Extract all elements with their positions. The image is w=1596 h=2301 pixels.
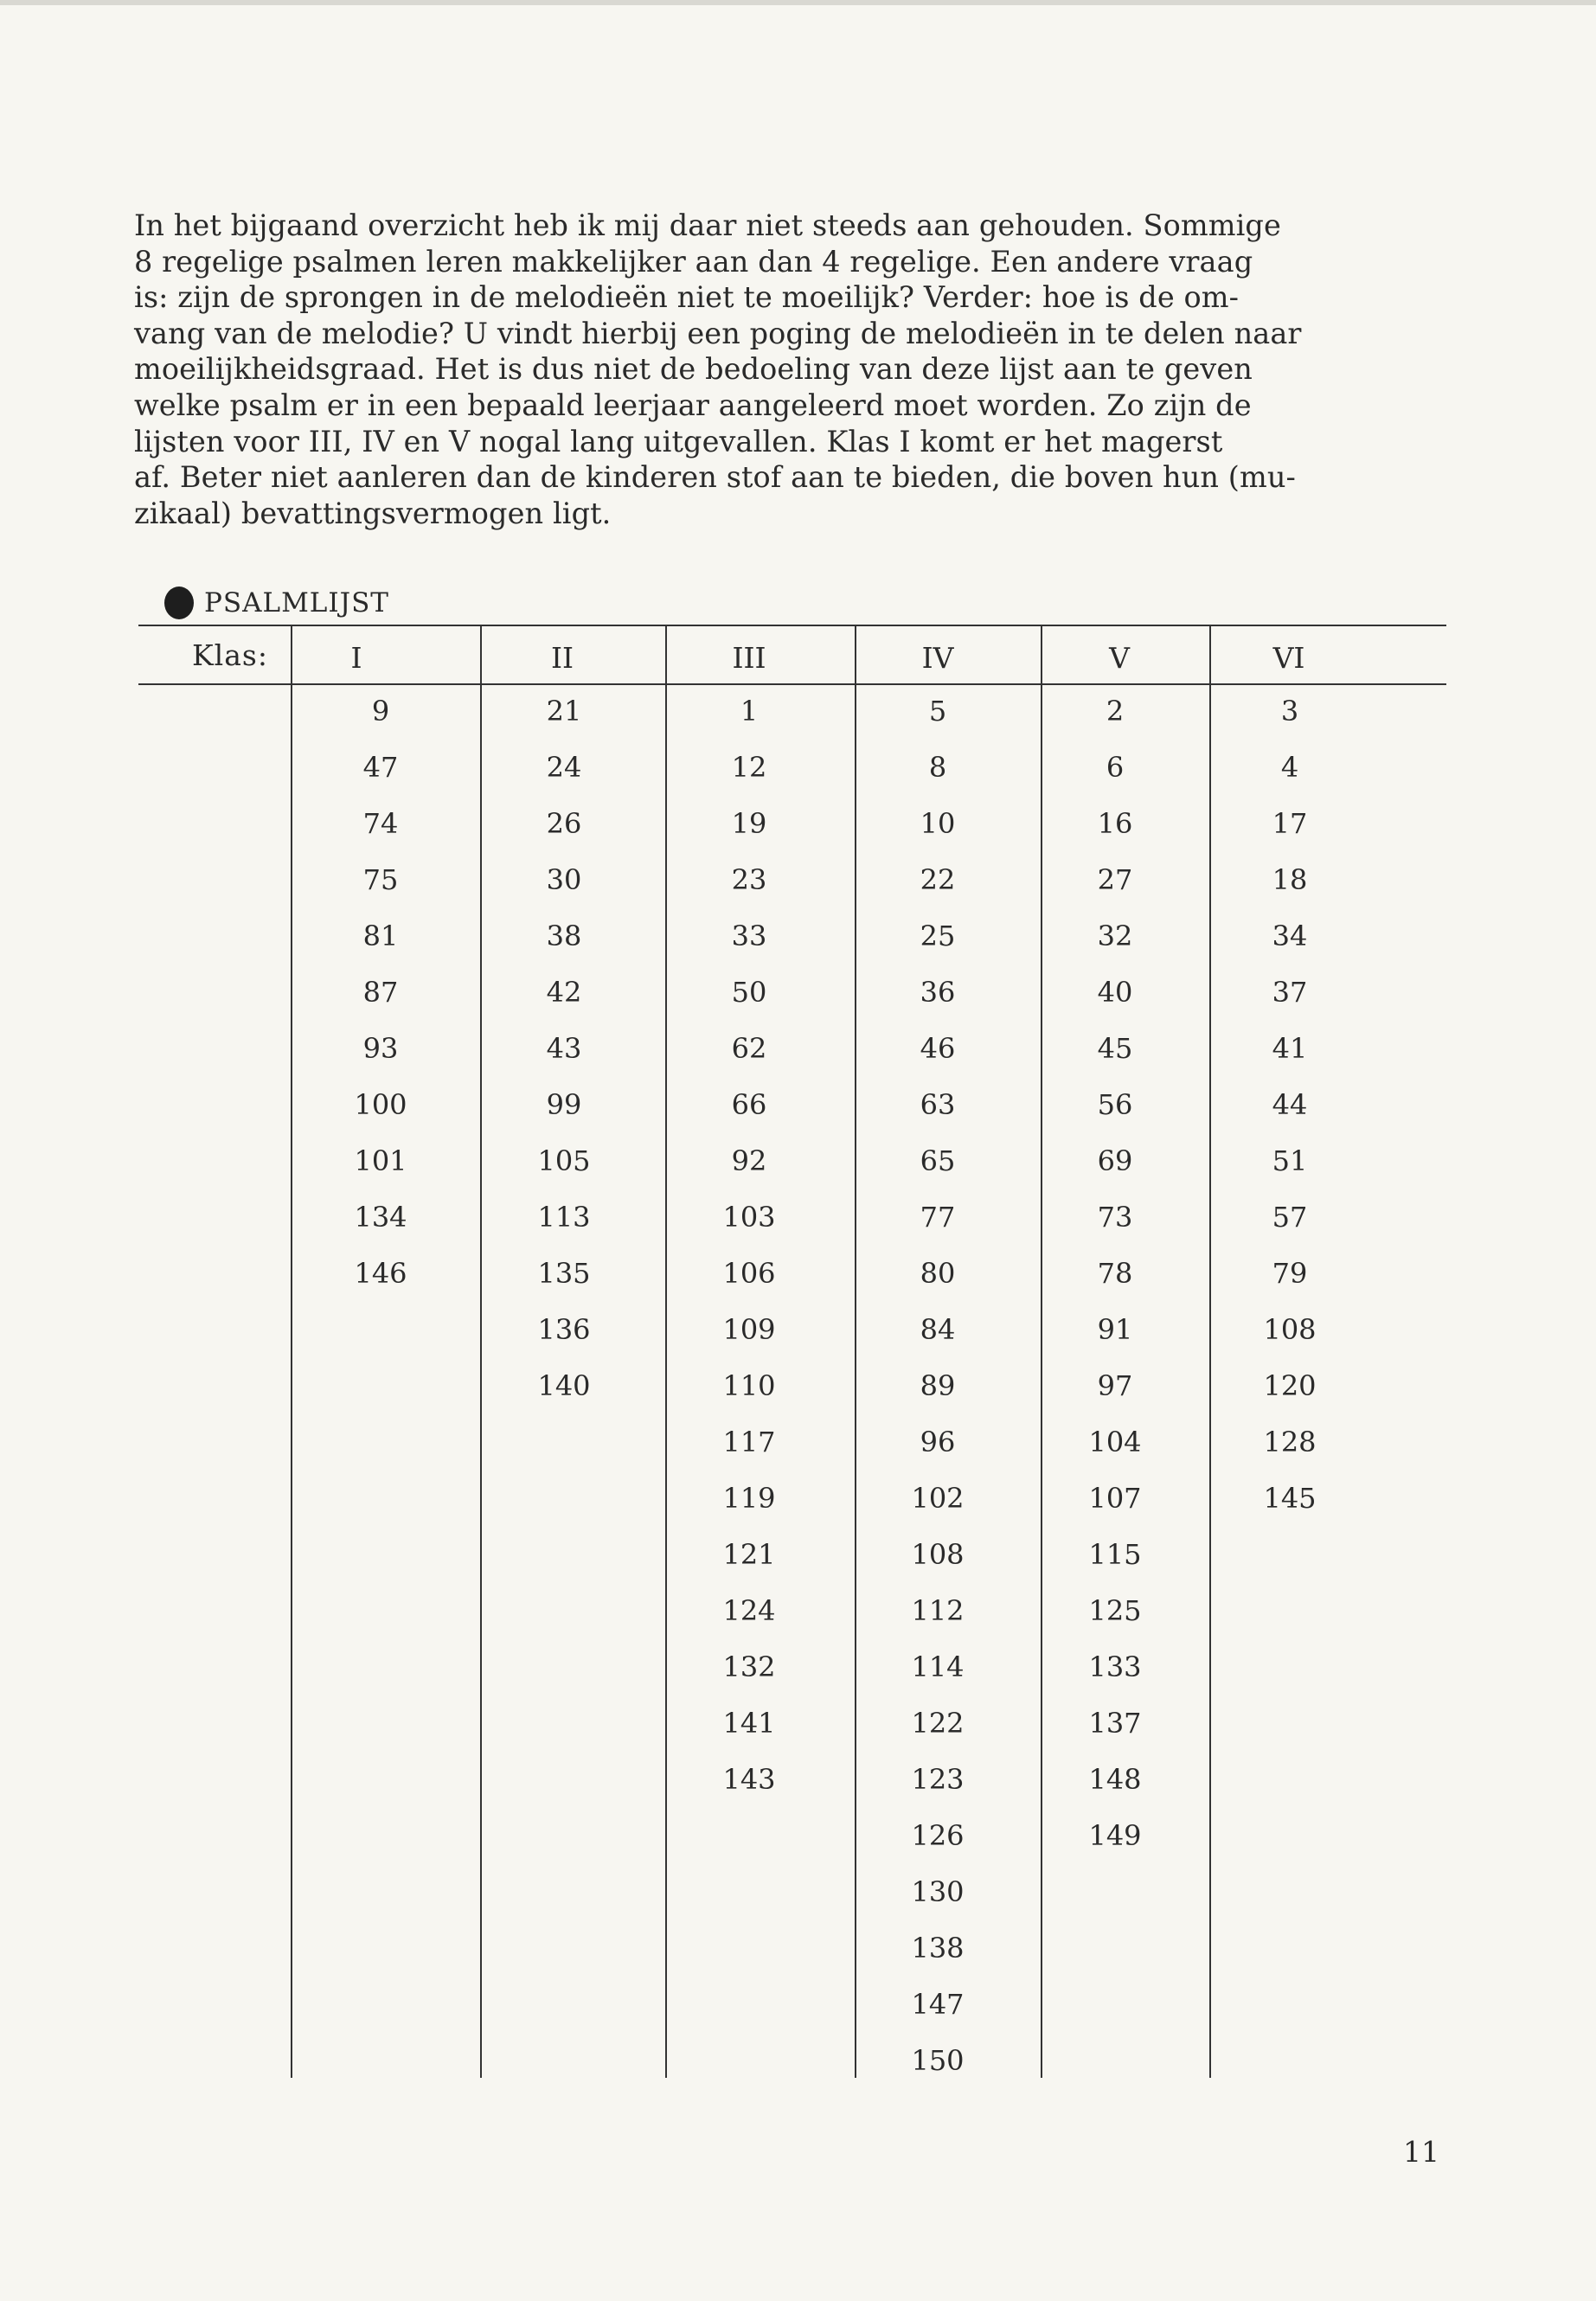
psalm-number: 89: [920, 1369, 956, 1402]
psalm-number: 33: [731, 920, 767, 952]
psalm-number: 136: [537, 1313, 591, 1346]
psalm-number: 74: [362, 807, 399, 840]
column-divider: [1209, 625, 1211, 2078]
psalm-number: 80: [920, 1257, 956, 1290]
psalm-number: 18: [1272, 863, 1308, 896]
column-header-iv: IV: [921, 641, 954, 675]
psalm-number: 132: [722, 1650, 776, 1683]
psalm-number: 103: [722, 1201, 776, 1234]
psalm-number: 145: [1263, 1482, 1317, 1515]
psalm-number: 36: [920, 976, 956, 1009]
psalm-number: 115: [1088, 1538, 1142, 1571]
psalm-number: 51: [1272, 1144, 1308, 1177]
psalm-number: 41: [1272, 1032, 1308, 1065]
psalm-number: 102: [911, 1482, 965, 1515]
psalm-number: 57: [1272, 1201, 1308, 1234]
column-header-ii: II: [550, 641, 574, 675]
psalm-number: 73: [1097, 1201, 1133, 1234]
psalm-number: 113: [537, 1201, 591, 1234]
psalm-number: 100: [354, 1088, 407, 1121]
psalm-number: 26: [546, 807, 582, 840]
intro-line: zikaal) bevattingsvermogen ligt.: [134, 496, 612, 530]
psalm-number: 117: [722, 1426, 776, 1458]
psalm-number: 5: [928, 695, 947, 727]
psalm-number: 101: [354, 1144, 407, 1177]
bullet-icon: [164, 586, 194, 619]
psalm-number: 47: [362, 751, 399, 784]
psalm-number: 84: [920, 1313, 956, 1346]
psalm-number: 126: [911, 1819, 965, 1852]
psalm-number: 105: [537, 1144, 591, 1177]
psalm-number: 44: [1272, 1088, 1308, 1121]
intro-paragraph: [134, 208, 1458, 531]
psalm-number: 6: [1106, 751, 1125, 784]
psalm-number: 25: [920, 920, 956, 952]
intro-line: moeilijkheidsgraad. Het is dus niet de bedoeling van deze lijst aan te geven: [134, 352, 1253, 387]
psalm-number: 93: [362, 1032, 399, 1065]
psalm-number: 96: [920, 1426, 956, 1458]
psalm-number: 143: [722, 1763, 776, 1796]
psalm-number: 149: [1088, 1819, 1142, 1852]
column-vi-values: [1238, 694, 1342, 1537]
psalm-number: 17: [1272, 807, 1308, 840]
psalm-number: 27: [1097, 863, 1133, 896]
psalm-number: 32: [1097, 920, 1133, 952]
page-number: 11: [1403, 2135, 1439, 2169]
section-title: [164, 581, 389, 625]
psalm-number: 66: [731, 1088, 767, 1121]
intro-line: welke psalm er in een bepaald leerjaar aangeleerd moet worden. Zo zijn de: [134, 388, 1252, 422]
psalm-number: 9: [371, 695, 390, 727]
intro-line: In het bijgaand overzicht heb ik mij daar niet steeds aan gehouden. Sommige: [134, 208, 1281, 242]
column-header-iii: III: [732, 641, 766, 675]
column-header-vi: VI: [1272, 641, 1305, 675]
psalm-number: 146: [354, 1257, 407, 1290]
psalm-number: 22: [920, 863, 956, 896]
psalm-number: 8: [928, 751, 947, 784]
psalm-number: 108: [911, 1538, 965, 1571]
psalm-number: 10: [920, 807, 956, 840]
psalm-number: 99: [546, 1088, 582, 1121]
psalm-number: 106: [722, 1257, 776, 1290]
psalm-number: 147: [911, 1988, 965, 2021]
column-divider: [291, 625, 292, 2078]
psalm-number: 120: [1263, 1369, 1317, 1402]
column-v-values: [1063, 694, 1167, 1875]
psalm-number: 128: [1263, 1426, 1317, 1458]
psalm-number: 91: [1097, 1313, 1133, 1346]
psalm-number: 125: [1088, 1594, 1142, 1627]
psalm-number: 141: [722, 1707, 776, 1740]
psalm-number: 122: [911, 1707, 965, 1740]
psalm-number: 124: [722, 1594, 776, 1627]
column-iii-values: [697, 694, 801, 1818]
psalm-number: 77: [920, 1201, 956, 1234]
psalm-number: 1: [740, 695, 759, 727]
column-divider: [665, 625, 667, 2078]
psalm-number: 150: [911, 2044, 965, 2077]
column-divider: [855, 625, 856, 2078]
psalm-number: 38: [546, 920, 582, 952]
psalm-number: 107: [1088, 1482, 1142, 1515]
psalm-number: 87: [362, 976, 399, 1009]
psalm-number: 24: [546, 751, 582, 784]
psalm-number: 123: [911, 1763, 965, 1796]
psalm-number: 65: [920, 1144, 956, 1177]
psalm-number: 78: [1097, 1257, 1133, 1290]
psalm-number: 133: [1088, 1650, 1142, 1683]
intro-line: is: zijn de sprongen in de melodieën niet te moeilijk? Verder: hoe is de om-: [134, 280, 1240, 315]
psalm-number: 30: [546, 863, 582, 896]
psalm-number: 148: [1088, 1763, 1142, 1796]
column-header-i: I: [350, 641, 362, 675]
intro-line: 8 regelige psalmen leren makkelijker aan dan 4 regelige. Een andere vraag: [134, 244, 1253, 279]
psalm-number: 109: [722, 1313, 776, 1346]
klas-label: Klas:: [192, 638, 268, 672]
psalm-number: 12: [731, 751, 767, 784]
intro-line: lijsten voor III, IV en V nogal lang uitgevallen. Klas I komt er het magerst: [134, 424, 1223, 458]
section-title-text: PSALMLIJST: [204, 587, 389, 619]
psalm-number: 110: [722, 1369, 776, 1402]
psalm-number: 75: [362, 863, 399, 896]
column-ii-values: [512, 694, 616, 1425]
column-divider: [1041, 625, 1042, 2078]
psalm-number: 37: [1272, 976, 1308, 1009]
psalm-number: 104: [1088, 1426, 1142, 1458]
psalm-number: 138: [911, 1932, 965, 1965]
column-header-v: V: [1109, 641, 1130, 675]
psalm-number: 137: [1088, 1707, 1142, 1740]
intro-line: vang van de melodie? U vindt hierbij een poging de melodieën in te delen naar: [134, 316, 1302, 350]
psalm-number: 119: [722, 1482, 776, 1515]
column-divider: [480, 625, 482, 2078]
psalm-number: 50: [731, 976, 767, 1009]
psalm-number: 69: [1097, 1144, 1133, 1177]
psalm-number: 4: [1280, 751, 1299, 784]
psalm-number: 56: [1097, 1088, 1133, 1121]
psalm-number: 112: [911, 1594, 965, 1627]
psalm-number: 19: [731, 807, 767, 840]
psalm-number: 121: [722, 1538, 776, 1571]
page-top-edge: [0, 0, 1596, 5]
psalm-number: 42: [546, 976, 582, 1009]
psalm-number: 16: [1097, 807, 1133, 840]
psalm-number: 135: [537, 1257, 591, 1290]
psalm-number: 3: [1280, 695, 1299, 727]
psalm-number: 45: [1097, 1032, 1133, 1065]
psalm-number: 92: [731, 1144, 767, 1177]
psalm-number: 134: [354, 1201, 407, 1234]
table-header-rule: [138, 683, 1446, 685]
psalm-number: 62: [731, 1032, 767, 1065]
psalm-number: 114: [911, 1650, 965, 1683]
psalm-number: 40: [1097, 976, 1133, 1009]
psalm-number: 81: [362, 920, 399, 952]
psalm-number: 79: [1272, 1257, 1308, 1290]
psalm-number: 2: [1106, 695, 1125, 727]
table-top-rule: [138, 625, 1446, 626]
intro-line: af. Beter niet aanleren dan de kinderen stof aan te bieden, die boven hun (mu-: [134, 460, 1296, 495]
column-iv-values: [886, 694, 990, 2099]
psalm-number: 21: [546, 695, 582, 727]
psalm-number: 46: [920, 1032, 956, 1065]
psalm-number: 63: [920, 1088, 956, 1121]
column-i-values: [329, 694, 433, 1312]
psalm-number: 130: [911, 1875, 965, 1908]
psalm-number: 23: [731, 863, 767, 896]
psalm-number: 34: [1272, 920, 1308, 952]
psalm-number: 108: [1263, 1313, 1317, 1346]
psalm-number: 97: [1097, 1369, 1133, 1402]
psalm-number: 43: [546, 1032, 582, 1065]
psalm-number: 140: [537, 1369, 591, 1402]
